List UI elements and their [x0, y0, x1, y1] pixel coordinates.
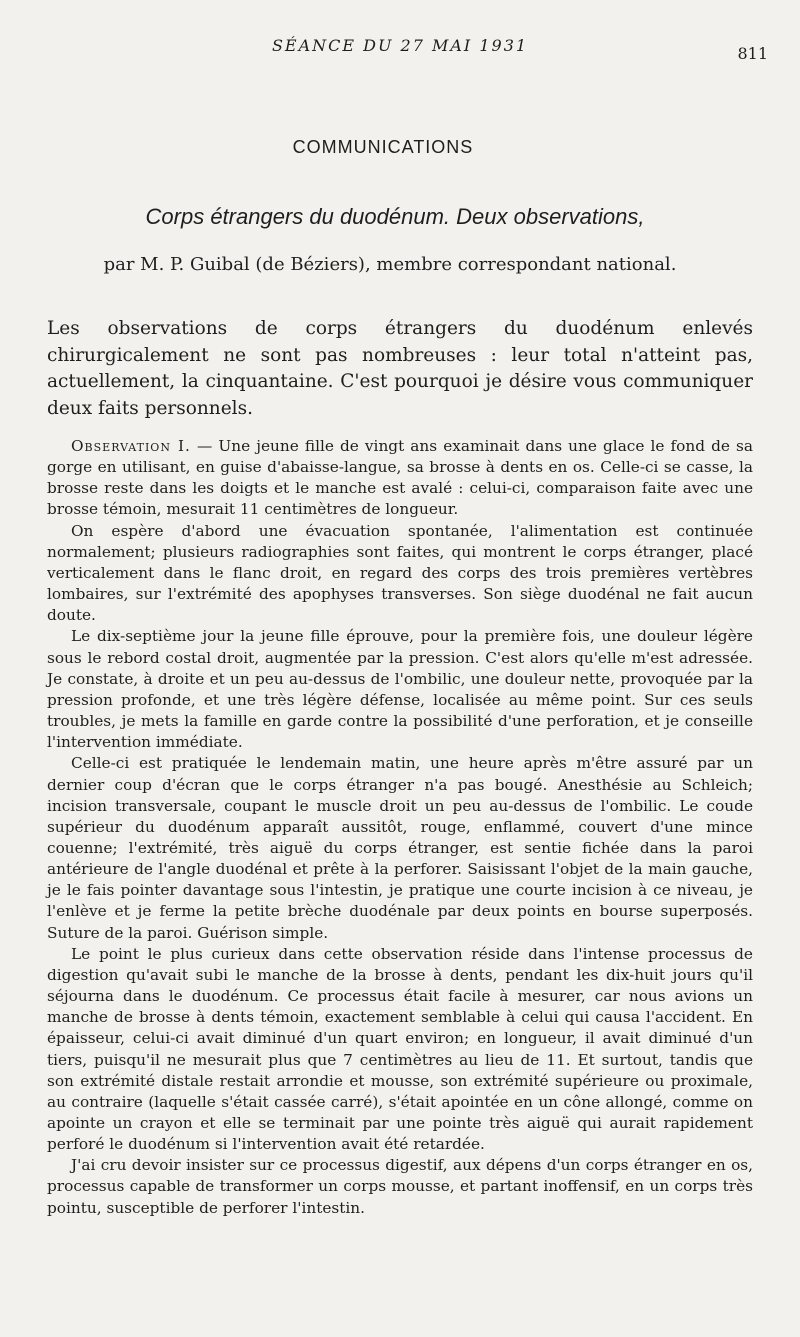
- paragraph-4: Celle-ci est pratiquée le lendemain matin, une heure après m'être assuré par un dernier coup d'écran que le corps étranger n'a pas bougé. Anesthésie au Schleich; incision transversale, coupant le muscle droit un peu au-dessus de l'ombilic. Le coude supérieur du duodénum apparaît aussitôt, rouge, enflammé, couvert d'une mince couenne; l'extrémité, très aiguë du corps étranger, est sentie fichée dans la paroi antérieure de l'angle duodénal et prête à la perforer. Saisissant l'objet de la main gauche, je le fais pointer davantage sous l'intestin, je pratique une courte incision à ce niveau, je l'enlève et je ferme la petite brèche duodénale par deux points en bourse superposés. Suture de la paroi. Guérison simple.: [47, 754, 753, 942]
- byline: par M. P. Guibal (de Béziers), membre correspondant national.: [103, 254, 677, 275]
- intro-paragraph: Les observations de corps étrangers du duodénum enlevés chirurgicalement ne sont pas nombreuses : leur total n'atteint pas, actuellement, la cinquantaine. C'est pourquoi je désire vous communiquer deux faits personnels.: [47, 318, 753, 419]
- paragraph-5: Le point le plus curieux dans cette observation réside dans l'intense processus de digestion qu'avait subi le manche de la brosse à dents, pendant les dix-huit jours qu'il séjourna dans le duodénum. Ce processus était facile à mesurer, car nous avions un manche de brosse à dents témoin, exactement semblable à celui qui causa l'accident. En épaisseur, celui-ci avait diminué d'un quart environ; en longueur, il avait diminué d'un tiers, puisqu'il ne mesurait plus que 7 centimètres au lieu de 11. Et surtout, tandis que son extrémité distale restait arrondie et mousse, son extrémité supérieure ou proximale, au contraire (laquelle s'était cassée carré), s'était apointée en un cône allongé, comme on apointe un crayon et elle se terminait par une pointe très aiguë qui aurait rapidement perforé le duodénum si l'intervention avait été retardée.: [47, 944, 753, 1154]
- section-heading: COMMUNICATIONS: [292, 137, 474, 157]
- observation-body: [47, 436, 753, 1219]
- paragraph-1-text: — Une jeune fille de vingt ans examinait dans une glace le fond de sa gorge en utilisant, en guise d'abaisse-langue, sa brosse à dents en os. Celle-ci se casse, la brosse reste dans les doigts et le manche est avalé : celui-ci, comparaison faite avec une brosse témoin, mesurait 11 centimètres de longueur.: [47, 437, 753, 519]
- paragraph-3: Le dix-septième jour la jeune fille éprouve, pour la première fois, une douleur légère sous le rebord costal droit, augmentée par la pression. C'est alors qu'elle m'est adressée. Je constate, à droite et un peu au-dessus de l'ombilic, une douleur nette, provoquée par la pression profonde, et une très légère défense, localisée au même point. Sur ces seuls troubles, je mets la famille en garde contre la possibilité d'une perforation, et je conseille l'intervention immédiate.: [47, 627, 753, 752]
- paragraph-1: [47, 436, 753, 521]
- running-head: SÉANCE DU 27 MAI 1931: [271, 36, 529, 55]
- page-number: 811: [737, 44, 768, 63]
- paragraph-2: On espère d'abord une évacuation spontanée, l'alimentation est continuée normalement; plusieurs radiographies sont faites, qui montrent le corps étranger, placé verticalement dans le flanc droit, en regard des corps des trois premières vertèbres lombaires, sur l'extrémité des apophyses transverses. Son siège duodénal ne fait aucun doute.: [47, 521, 753, 625]
- paragraph-6: J'ai cru devoir insister sur ce processus digestif, aux dépens d'un corps étranger en os, processus capable de transformer un corps mousse, et partant inoffensif, en un corps très pointu, susceptible de perforer l'intestin.: [47, 1156, 753, 1217]
- observation-label: Observation I.: [71, 437, 191, 455]
- article-title: Corps étrangers du duodénum. Deux observations,: [145, 204, 645, 229]
